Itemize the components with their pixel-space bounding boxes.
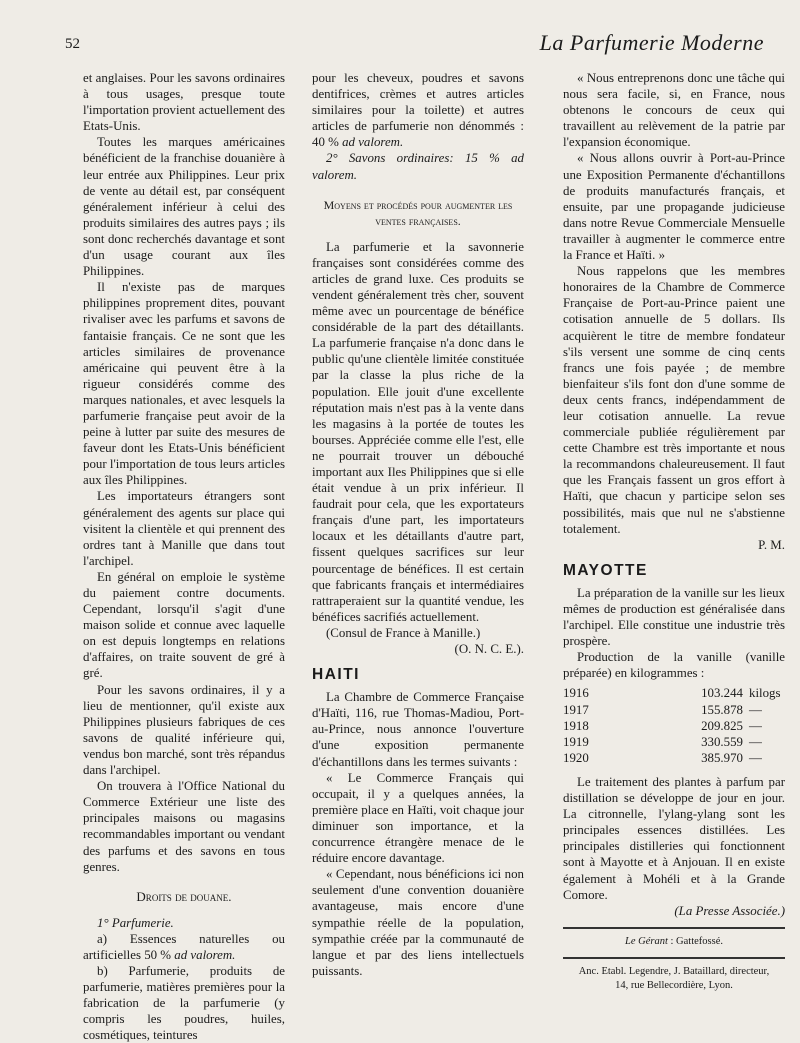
unit-cell: — <box>749 718 762 733</box>
gerant-label: Le Gérant <box>625 935 668 947</box>
unit-cell: — <box>749 702 762 717</box>
emphasis: ad valorem. <box>342 135 404 150</box>
section-heading-haiti: HAITI <box>312 666 360 684</box>
section-heading-moyens: Moyens et procédés pour augmenter les ventes françaises. <box>323 197 513 228</box>
paragraph: On trouvera à l'Office National du Commerce Extérieur une liste des principales maisons ou magasins recommandables important ou vendant des parfums et des savons en tous genres. <box>83 779 285 874</box>
paragraph: La préparation de la vanille sur les lieux mêmes de production est généralisée dans l'archipel. Elle constitue une industrie très prospère. <box>563 585 785 649</box>
paragraph: Le traitement des plantes à parfum par distillation se développe de jour en jour. La citronnelle, l'ylang-ylang sont les principales essences distillées. Les principales distilleries qui fonctionnent sont à Mayotte et à Anjouan. Il en existe également à Mohéli et à la Grande Comore. <box>563 774 785 902</box>
section-heading-mayotte: MAYOTTE <box>563 561 648 579</box>
year-cell: 1919 <box>563 734 589 749</box>
column-2 <box>312 70 524 979</box>
paragraph: En général on emploie le système du paiement contre documents. Cependant, lorsqu'il s'agit d'une maison solide et connue avec laquelle on est depuis longtemps en relations d'affaires, on traite souvent de gré à gré. <box>83 569 285 681</box>
source-line: (Consul de France à Manille.) <box>326 625 481 640</box>
page-number: 52 <box>65 36 80 52</box>
paragraph: Pour les savons ordinaires, il y a lieu de mentionner, qu'il existe aux Philippines plusieurs fabriques de ces savons de qualité inférieure qui, vendus bon marché, sont très répandus dans l'archipel. <box>83 682 285 778</box>
source-line: (O. N. C. E.). <box>454 642 524 656</box>
printer-line: 14, rue Bellecordière, Lyon. <box>615 979 733 991</box>
paragraph: et anglaises. Pour les savons ordinaires à tous usages, presque toute l'importation provient actuellement des Etats-Unis. <box>83 71 285 134</box>
paragraph: Toutes les marques américaines bénéficient de la franchise douanière à leur entrée aux Philippines. Leur prix de vente au détail est, par conséquent généralement inférieur à celui des produits similaires des autres pays ; ils sont donc recherchés davantage et sont d'un usage courant aux îles Philippines. <box>83 135 285 279</box>
value-cell: 330.559 <box>701 734 743 749</box>
paragraph <box>83 931 285 963</box>
paragraph: Nous rappelons que les membres honoraires de la Chambre de Commerce Française de Port-au-Prince paient une cotisation annuelle de 5 dollars. Ils acquièrent le titre de membre fondateur s'ils versent une somme de cinq cents francs une fois payée ; de membre bienfaiteur s'ils font don d'une somme de deux cents francs, indépendamment de leur cotisation annuelle. La revue commerciale publiée régulièrement par cette Chambre est très importante et nous la recommandons chaleureusement. Il faut que les Français fassent un gros effort à Haïti, que chacun y participe selon ses possibilités, mais que nul ne s'abstienne totalement. <box>563 264 785 536</box>
emphasis: ad valorem. <box>174 947 236 962</box>
divider <box>563 957 785 959</box>
table-row <box>563 734 785 750</box>
emphasis: (La Presse Associée.) <box>674 903 785 918</box>
emphasis: 2° Savons ordinaires: 15 % <box>326 151 500 166</box>
paragraph: La parfumerie et la savonnerie françaises sont considérées comme des articles de grand luxe. Ces produits se vendent généralement très cher, souvent même avec un pourcentage de bénéfice considérable de la part des détaillants. La parfumerie française n'a donc dans le public qu'une clientèle limitée constituée par la classe la plus riche de la population. Elle jouit d'une excellente réputation mais n'est pas à la vente dans les magasins à la portée de toutes les bourses. Appréciée comme elle l'est, elle ne pourrait trouver un débouché important aux Iles Philippines que si elle était vendue à un prix inférieur. Il faudrait pour cela, que les exportateurs français d'une part, les importateurs locaux et les détaillants d'autre part, fissent quelques sacrifices sur leur pourcentage de bénéfices. Il est certain que fabricants français et intermédiaires rattraperaient sur la quantité vendue, les bénéfices sacrifiés actuellement. <box>312 239 524 624</box>
value-cell: 155.878 <box>701 702 743 717</box>
value-cell: 103.244 <box>701 686 743 701</box>
section-heading-droits: Droits de douane. <box>136 888 232 904</box>
paragraph <box>312 150 524 182</box>
paragraph <box>312 70 524 150</box>
source-line <box>563 903 785 919</box>
gerant-line <box>563 935 785 949</box>
divider <box>563 927 785 929</box>
production-table <box>563 685 785 765</box>
table-row <box>563 750 785 766</box>
paragraph: « Cependant, nous bénéficions ici non seulement d'une convention douanière avantageuse, mais encore d'une sympathie réelle de la population, sympathie créée par la communauté de langue et par des liens intellectuels puissants. <box>312 867 524 978</box>
paragraph: Production de la vanille (vanille préparée) en kilogrammes : <box>563 650 785 681</box>
paragraph: « Nous allons ouvrir à Port-au-Prince une Exposition Permanente d'échantillons de produits manufacturés français, et ensuite, par une propagande judicieuse dans notre Revue Commerciale Mensuelle travailler à augmenter le commerce entre la France et Haïti. » <box>563 151 785 263</box>
text: a) Essences naturelles ou artificielles 50 % <box>83 931 285 962</box>
signature: P. M. <box>758 537 785 552</box>
paragraph: La Chambre de Commerce Française d'Haïti, 116, rue Thomas-Madiou, Port-au-Prince, nous annonce l'ouverture d'une exposition permanente d'échantillons dans les termes suivants : <box>312 690 524 769</box>
unit-cell: — <box>749 750 762 765</box>
value-cell: 209.825 <box>701 718 743 733</box>
column-1 <box>83 70 285 1043</box>
emphasis: ad valorem. <box>312 151 524 182</box>
paragraph: « Le Commerce Français qui occupait, il y a quelques années, la première place en Haïti, voit chaque jour diminuer son importance, et la concurrence étrangère menace de le réduire encore davantage. <box>312 770 524 866</box>
year-cell: 1920 <box>563 750 589 765</box>
printer-line: Anc. Etabl. Legendre, J. Bataillard, directeur, <box>578 965 770 977</box>
paragraph: b) Parfumerie, produits de parfumerie, matières premières pour la fabrication de la parfumerie (y compris les poudres, huiles, cosmétiques, teintures <box>83 963 285 1043</box>
table-row <box>563 718 785 734</box>
paragraph: Les importateurs étrangers sont généralement des agents sur place qui visitent la clientèle et qui prennent des ordres tant à Manille que dans tout l'archipel. <box>83 489 285 568</box>
value-cell: 385.970 <box>701 750 743 765</box>
unit-cell: kilogs <box>749 686 781 701</box>
paragraph: « Nous entreprenons donc une tâche qui nous sera facile, si, en France, nous obtenons le concours de ceux qui travaillent au relèvement de la patrie par l'expansion économique. <box>563 71 785 150</box>
text: pour les cheveux, poudres et savons dentifrices, crèmes et autres articles similaires pour la toilette) et autres articles de parfumerie non dénommés : 40 % <box>312 71 524 150</box>
unit-cell: — <box>749 734 762 749</box>
paragraph <box>83 915 285 931</box>
paragraph: Il n'existe pas de marques philippines proprement dites, pouvant rivaliser avec les parfums et savons de fantaisie français. Ce ne sont que les articles similaires de provenance américaine qui peuvent être à la rigueur considérés comme des marques nationales, et avec lesquels la parfumerie française peut avoir de la peine à lutter par suite des mesures de faveur dont les Etats-Unis bénéficient pour l'importation de tous leurs articles aux îles Philippines. <box>83 280 285 488</box>
year-cell: 1917 <box>563 702 589 717</box>
table-row <box>563 702 785 718</box>
list-label: 1° Parfumerie. <box>97 915 174 930</box>
gerant-name: : Gattefossé. <box>670 935 723 947</box>
year-cell: 1916 <box>563 686 589 701</box>
column-3 <box>563 70 785 993</box>
year-cell: 1918 <box>563 718 589 733</box>
journal-title: La Parfumerie Moderne <box>539 30 764 55</box>
table-row <box>563 685 785 701</box>
